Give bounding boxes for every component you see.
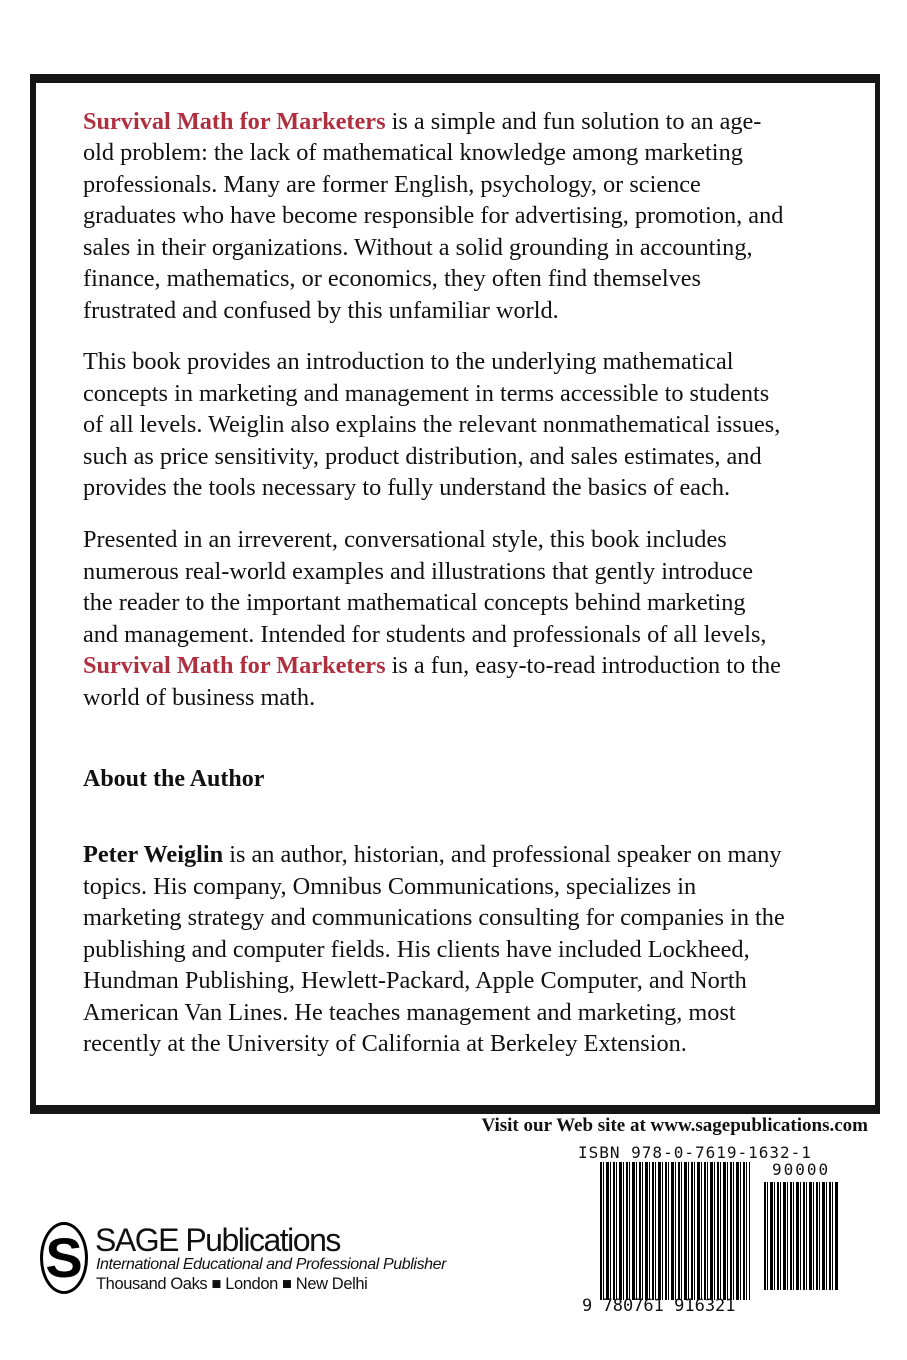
- publisher-name: SAGE Publications: [95, 1222, 340, 1258]
- paragraph3-line: Survival Math for Marketers is a fun, easy-to-read introduction to the: [83, 652, 781, 679]
- author-line: American Van Lines. He teaches management and marketing, most: [83, 998, 736, 1026]
- paragraph3-line: and management. Intended for students and professionals of all levels,: [83, 620, 767, 648]
- author-line: Hundman Publishing, Hewlett-Packard, Apple Computer, and North: [83, 967, 747, 994]
- paragraph2-line: such as price sensitivity, product distribution, and sales estimates, and: [83, 442, 762, 470]
- website-link[interactable]: Visit our Web site at www.sagepublications.com: [481, 1115, 868, 1136]
- publisher-locations: Thousand Oaks ■ London ■ New Delhi: [96, 1275, 368, 1293]
- author-line: marketing strategy and communications consulting for companies in the: [83, 904, 785, 931]
- paragraph1-line: frustrated and confused by this unfamiliar world.: [83, 296, 559, 324]
- isbn-text: ISBN 978-0-7619-1632-1: [578, 1143, 812, 1162]
- paragraph2-line: This book provides an introduction to the underlying mathematical: [83, 348, 734, 375]
- about-author-heading: About the Author: [83, 766, 265, 792]
- paragraph2-line: provides the tools necessary to fully understand the basics of each.: [83, 474, 731, 501]
- paragraph1-line: graduates who have become responsible for advertising, promotion, and: [83, 202, 784, 229]
- publisher-tagline: International Educational and Professional Publisher: [96, 1256, 447, 1273]
- author-line: Peter Weiglin is an author, historian, and professional speaker on many: [83, 841, 782, 868]
- author-name: Peter Weiglin: [83, 841, 224, 868]
- paragraph1-line: old problem: the lack of mathematical knowledge among marketing: [83, 139, 743, 166]
- paragraph1-line: Survival Math for Marketers is a simple and fun solution to an age-: [83, 108, 762, 135]
- author-line: recently at the University of California at Berkeley Extension.: [83, 1030, 687, 1057]
- author-line: topics. His company, Omnibus Communications, specializes in: [83, 872, 697, 900]
- barcode-main: [600, 1162, 750, 1300]
- paragraph3-line: world of business math.: [83, 683, 316, 711]
- paragraph1-line: professionals. Many are former English, psychology, or science: [83, 170, 701, 198]
- paragraph2-line: concepts in marketing and management in terms accessible to students: [83, 379, 770, 407]
- paragraph3-line: the reader to the important mathematical concepts behind marketing: [83, 589, 746, 616]
- paragraph1-line: sales in their organizations. Without a solid grounding in accounting,: [83, 233, 753, 261]
- book-title: Survival Math for Marketers: [83, 652, 386, 679]
- paragraph2-line: of all levels. Weiglin also explains the relevant nonmathematical issues,: [83, 411, 781, 438]
- paragraph1-line: finance, mathematics, or economics, they often find themselves: [83, 265, 702, 292]
- paragraph3-line: numerous real-world examples and illustrations that gently introduce: [83, 557, 754, 585]
- barcode-addon: [764, 1182, 839, 1290]
- barcode-digits: 9 780761 916321: [582, 1296, 736, 1316]
- sage-logo-icon: S: [40, 1222, 88, 1294]
- barcode-addon-number: 90000: [772, 1160, 831, 1179]
- paragraph3-line: Presented in an irreverent, conversational style, this book includes: [83, 526, 727, 553]
- book-title: Survival Math for Marketers: [83, 108, 386, 135]
- author-line: publishing and computer fields. His clients have included Lockheed,: [83, 935, 750, 963]
